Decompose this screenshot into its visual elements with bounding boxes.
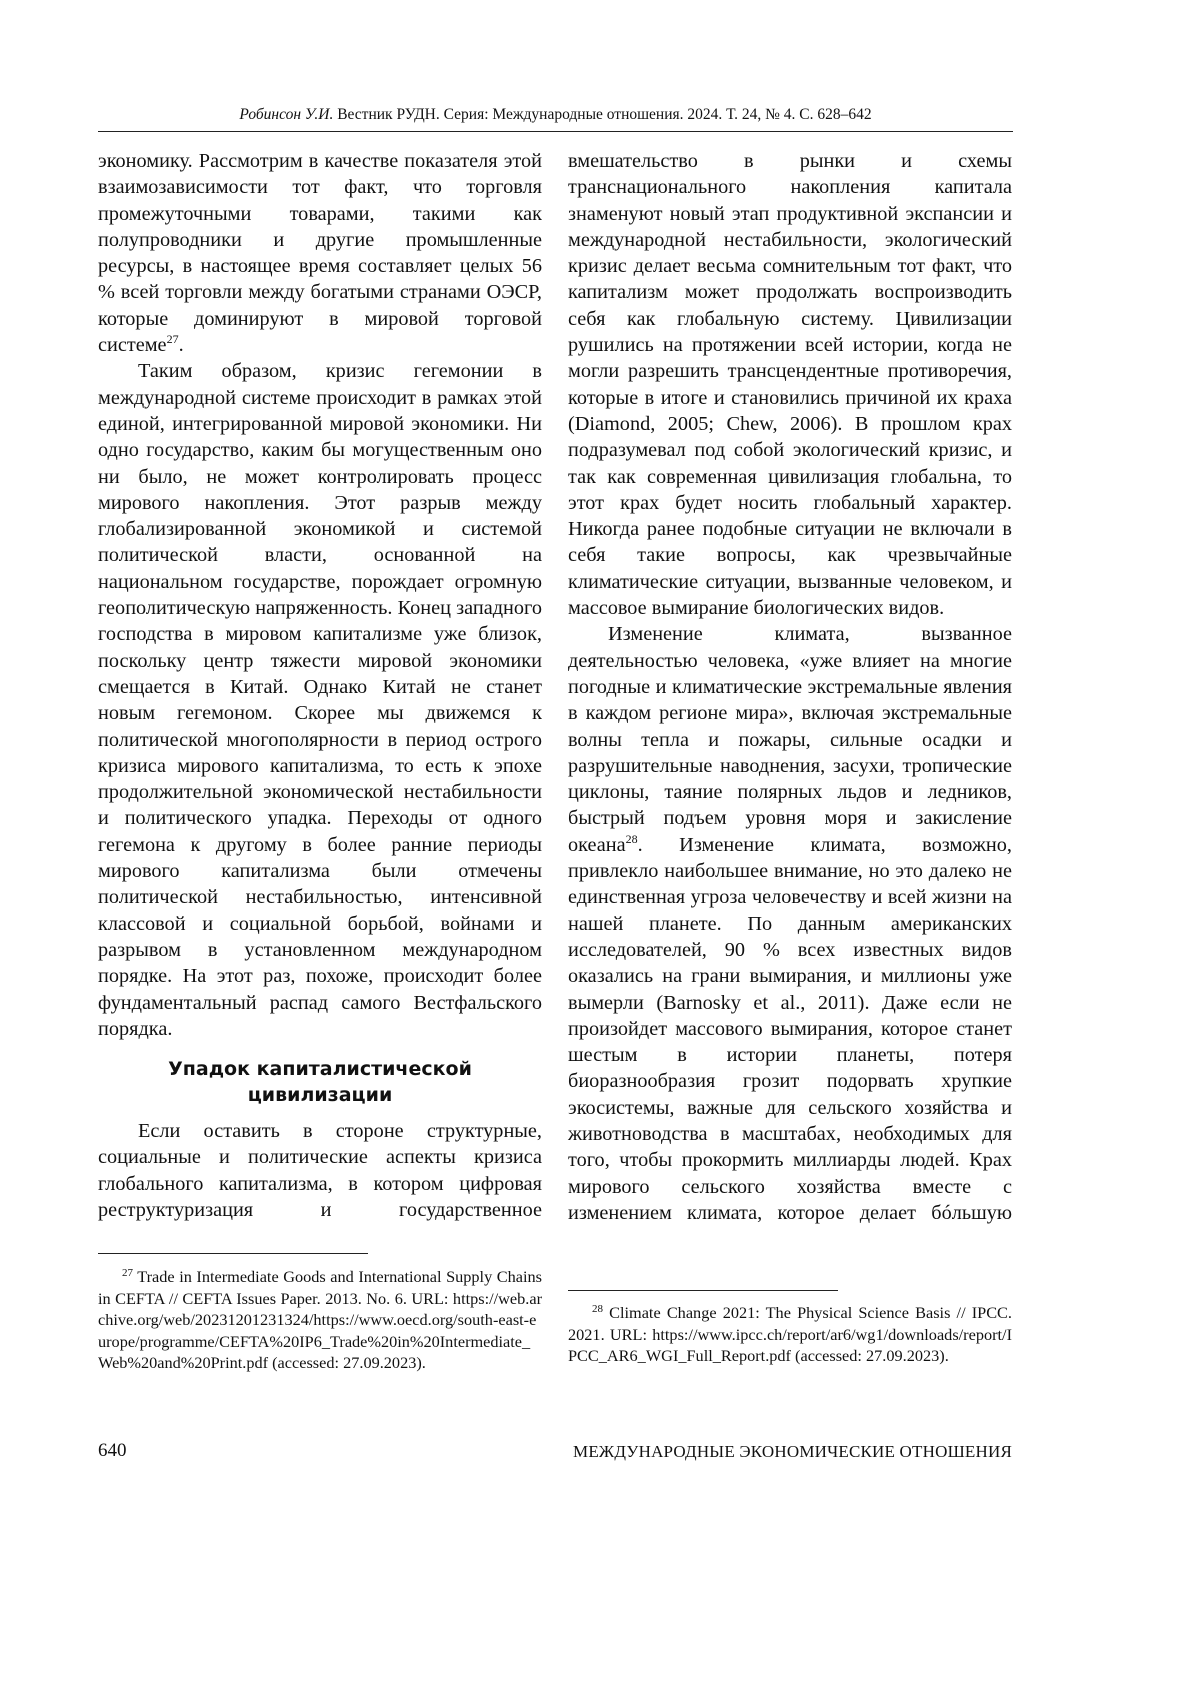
footnote-28 <box>568 1302 1012 1367</box>
right-column <box>568 148 1012 1226</box>
paragraph: Если оставить в стороне структурные, социальные и политические аспекты кризиса глобального капитализма, в котором цифровая реструктуризация и государственное <box>98 1118 542 1223</box>
footnote-tail: (accessed: 27.09.2023). <box>268 1353 426 1372</box>
section-heading: Упадок капиталистической цивилизации <box>98 1056 542 1108</box>
footnote-text: Climate Change 2021: The Physical Science Basis // IPCC. 2021. URL: <box>568 1303 1012 1344</box>
paragraph: Таким образом, кризис гегемонии в международной системе происходит в рамках этой единой, интегрированной мировой экономики. Ни одно государство, каким бы могущественным оно ни было, не может контролировать процесс мирового накопления. Этот разрыв между глобализированной экономикой и системой политической власти, основанной на национальном государстве, порождает огромную геополитическую напряженность. Конец западного господства в мировом капитализме уже близок, поскольку центр тяжести мировой экономики смещается в Китай. Однако Китай не станет новым гегемоном. Скорее мы движемся к политической многополярности в период острого кризиса мирового капитализма, то есть к эпохе продолжительной экономической нестабильности и политического упадка. Переходы от одного гегемона к другому в более ранние периоды мирового капитализма были отмечены политической нестабильностью, интенсивной классовой и социальной борьбой, войнами и разрывом в установленном международном порядке. На этот раз, похоже, происходит более фундаментальный распад самого Вестфальского порядка. <box>98 358 542 1042</box>
running-header <box>98 106 1013 124</box>
footnote-tail: (accessed: 27.09.2023). <box>791 1346 949 1365</box>
paragraph-text: . <box>179 334 184 356</box>
footnote-ref[interactable]: 27 <box>167 332 179 346</box>
paragraph-text: Изменение климата, вызванное деятельностью человека, «уже влияет на многие погодные и климатические экстремальные явления в каждом регионе мира», включая экстремальные волны тепла и пожары, сильные осадки и разрушительные наводнения, засухи, тропические циклоны, таяние полярных льдов и ледников, быстрый подъем уровня моря и закисление океана <box>568 623 1012 855</box>
paragraph <box>98 148 542 358</box>
paragraph-text: . Изменение климата, возможно, привлекло наибольшее внимание, но это далеко не единственная угроза человечеству и всей жизни на нашей планете. По данным американских исследователей, 90 % всех известных видов оказались на грани вымирания, и миллионы уже вымерли (Barnosky et al., 2011). Даже если не произойдет массового вымирания, которое станет шестым в истории планеты, потеря биоразнообразия грозит подорвать хрупкие экосистемы, важные для сельского хозяйства и животноводства в масштабах, необходимых для того, чтобы прокормить миллиарды людей. Крах мирового сельского хозяйства вместе с изменением климата, которое делает бóльшую <box>568 834 1012 1224</box>
header-rule <box>98 131 1013 132</box>
header-author: Робинсон У.И. <box>239 106 333 123</box>
footnote-number: 27 <box>122 1267 133 1279</box>
section-title-footer: МЕЖДУНАРОДНЫЕ ЭКОНОМИЧЕСКИЕ ОТНОШЕНИЯ <box>573 1442 1012 1462</box>
footnote-number: 28 <box>592 1303 603 1315</box>
footnote-text: Trade in Intermediate Goods and International Supply Chains in CEFTA // CEFTA Issues Paper. 2013. No. 6. URL: <box>98 1267 542 1308</box>
footnote-rule <box>98 1253 368 1254</box>
paragraph <box>568 621 1012 1226</box>
footnote-url[interactable]: https://www.ipcc.ch/report/ar6/wg1/downloads/report/IPCC_AR6_WGI_Full_Report.pdf <box>568 1325 1012 1366</box>
paragraph: вмешательство в рынки и схемы транснационального накопления капитала знаменуют новый этап продуктивной экспансии и международной нестабильности, экологический кризис делает весьма сомнительным тот факт, что капитализм может продолжать воспроизводить себя как глобальную систему. Цивилизации рушились на протяжении всей истории, когда не могли разрешить трансцендентные противоречия, которые в итоге и становились причиной их краха (Diamond, 2005; Chew, 2006). В прошлом крах подразумевал под собой экологический кризис, и так как современная цивилизация глобальна, то этот крах будет носить глобальный характер. Никогда ранее подобные ситуации не включали в себя такие вопросы, как чрезвычайные климатические ситуации, вызванные человеком, и массовое вымирание биологических видов. <box>568 148 1012 621</box>
footnote-ref[interactable]: 28 <box>626 832 638 846</box>
page-number: 640 <box>98 1440 127 1462</box>
footnote-27 <box>98 1266 542 1374</box>
footnote-url[interactable]: https://web.archive.org/web/20231201231324/https://www.oecd.org/south-east-europe/programme/CEFTA%20IP6_Trade%20in%20Intermediate_Web%20and%20Print.pdf <box>98 1289 542 1373</box>
paragraph-text: экономику. Рассмотрим в качестве показателя этой взаимозависимости тот факт, что торговля промежуточными товарами, такими как полупроводники и другие промышленные ресурсы, в настоящее время составляет целых 56 % всей торговли между богатыми странами ОЭСР, которые доминируют в мировой торговой системе <box>98 150 542 356</box>
header-citation: Вестник РУДН. Серия: Международные отношения. 2024. Т. 24, № 4. С. 628–642 <box>333 106 871 123</box>
left-column <box>98 148 542 1223</box>
footnote-rule <box>568 1290 838 1291</box>
